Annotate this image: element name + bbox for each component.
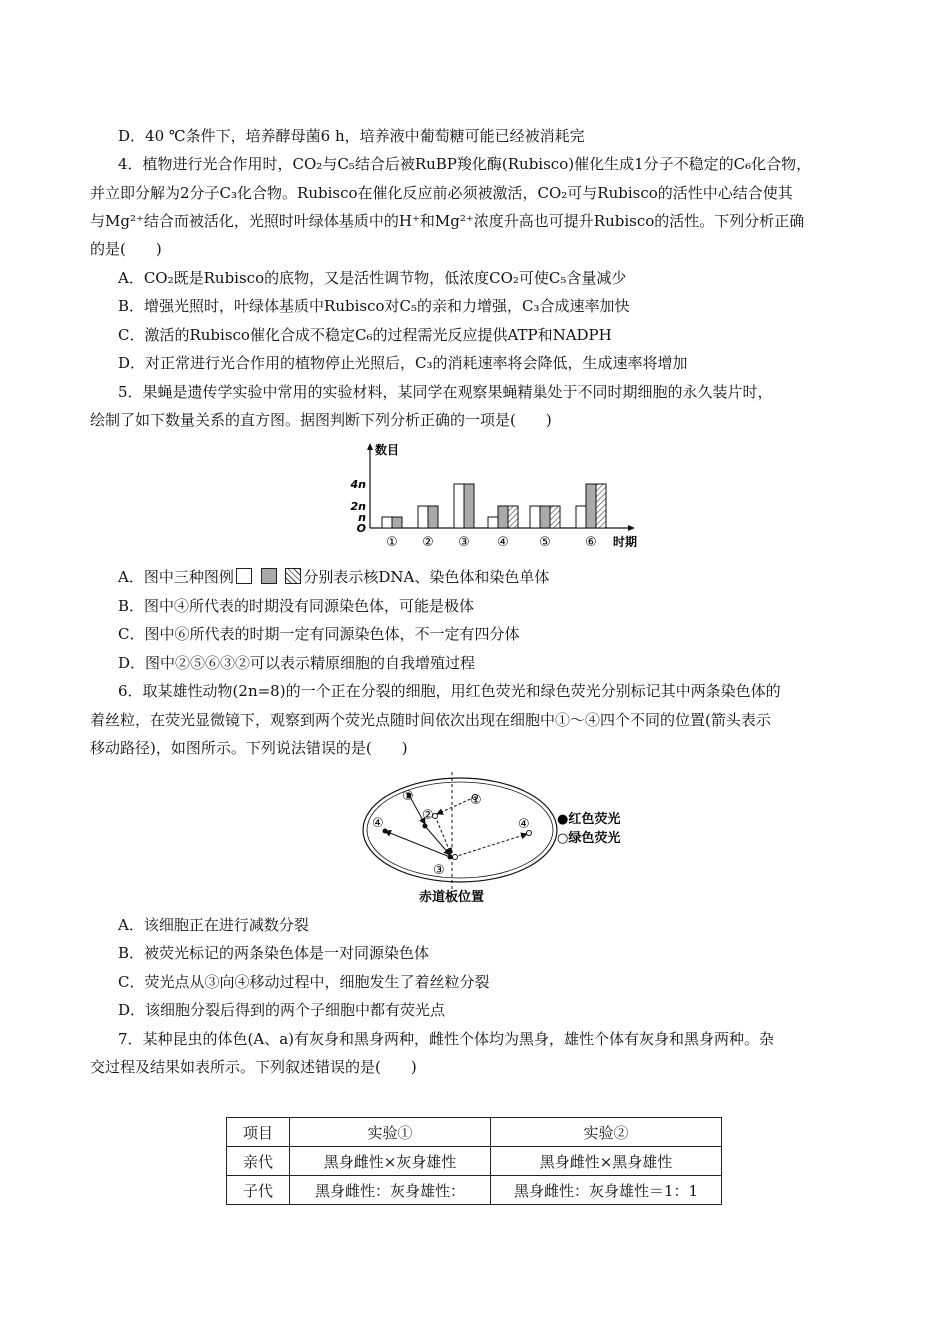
bar	[550, 506, 560, 528]
table-header-cell: 项目	[227, 1118, 290, 1147]
q5-option-d: D．图中②⑤⑥③②可以表示精原细胞的自我增殖过程	[118, 654, 476, 672]
table-cell: 黑身雌性：灰身雄性：	[290, 1176, 491, 1205]
y-axis-label: 数目	[375, 443, 400, 457]
bar	[586, 484, 596, 528]
label-red-1: ①	[402, 789, 414, 804]
table-cell: 黑身雌性：灰身雄性＝1：1	[491, 1176, 722, 1205]
table-header-row	[227, 1118, 722, 1147]
q5-option-a-prefix: A．图中三种图例	[118, 568, 234, 586]
y-tick-label: 4n	[350, 478, 366, 491]
q5-option-a-suffix: 分别表示核DNA、染色体和染色单体	[303, 568, 550, 586]
bar	[392, 517, 402, 528]
q4-option-a: A．CO₂既是Rubisco的底物，又是活性调节物，低浓度CO₂可使C₅含量减少	[118, 269, 627, 287]
x-tick-label: ③	[458, 535, 470, 550]
label-red-4: ④	[372, 816, 384, 831]
bar	[530, 506, 540, 528]
q6-option-b: B．被荧光标记的两条染色体是一对同源染色体	[118, 944, 430, 962]
bar	[540, 506, 550, 528]
q4-stem-line-2: 并立即分解为2分子C₃化合物。Rubisco在催化反应前必须被激活，CO₂可与Rubisco的活性中心结合使其	[90, 184, 793, 202]
y-tick-label: O	[356, 522, 366, 535]
q6-stem-line-2: 着丝粒，在荧光显微镜下，观察到两个荧光点随时间依次出现在细胞中①～④四个不同的位置(箭头表示	[90, 711, 771, 729]
x-tick-label: ④	[497, 535, 509, 550]
red-dot-3	[448, 855, 453, 860]
q5-option-c: C．图中⑥所代表的时期一定有同源染色体，不一定有四分体	[118, 625, 520, 643]
green-path-2	[435, 816, 451, 854]
red-dot-2	[423, 824, 428, 829]
bar	[428, 506, 438, 528]
table-cell: 亲代	[227, 1147, 290, 1176]
q5-stem-line-2: 绘制了如下数量关系的直方图。据图判断下列分析正确的一项是( )	[90, 411, 552, 429]
q4-option-d: D．对正常进行光合作用的植物停止光照后，C₃的消耗速率将会降低，生成速率将增加	[118, 354, 688, 372]
table-cell: 黑身雌性×灰身雄性	[290, 1147, 491, 1176]
x-tick-label: ①	[386, 535, 398, 550]
label-green-1: ①	[470, 793, 482, 808]
q4-option-c: C．激活的Rubisco催化合成不稳定C₆的过程需光反应提供ATP和NADPH	[118, 326, 612, 344]
q5-option-a	[118, 566, 549, 588]
table-header-cell: 实验①	[290, 1118, 491, 1147]
red-path-2	[425, 826, 450, 855]
table-header-cell: 实验②	[491, 1118, 722, 1147]
bar	[382, 517, 392, 528]
label-green-4: ④	[518, 817, 530, 832]
legend-gray-box	[261, 568, 277, 584]
q6-stem-line-1: 6．取某雄性动物(2n=8)的一个正在分裂的细胞，用红色荧光和绿色荧光分别标记其中两条染色体的	[118, 682, 781, 700]
x-axis-arrow	[628, 525, 635, 531]
q4-stem-line-3: 与Mg²⁺结合而被活化，光照时叶绿体基质中的H⁺和Mg²⁺浓度升高也可提升Rubisco的活性。下列分析正确	[90, 212, 805, 230]
bar	[596, 484, 606, 528]
q5-stem-line-1: 5．果蝇是遗传学实验中常用的实验材料，某同学在观察果蝇精巢处于不同时期细胞的永久装片时，	[118, 383, 773, 401]
table-cell: 黑身雌性×黑身雄性	[491, 1147, 722, 1176]
table-row	[227, 1147, 722, 1176]
x-axis-label: 时期	[613, 535, 638, 549]
bar	[454, 484, 464, 528]
q7-stem-line-2: 交过程及结果如表所示。下列叙述错误的是( )	[90, 1058, 417, 1076]
x-tick-label: ⑤	[539, 535, 551, 550]
bar	[488, 517, 498, 528]
legend-green: ○绿色荧光	[557, 831, 621, 846]
q6-stem-line-3: 移动路径)，如图所示。下列说法错误的是( )	[90, 739, 408, 757]
q6-option-c: C．荧光点从③向④移动过程中，细胞发生了着丝粒分裂	[118, 973, 490, 991]
table-cell: 子代	[227, 1176, 290, 1205]
q5-option-b: B．图中④所代表的时期没有同源染色体，可能是极体	[118, 597, 475, 615]
q4-option-b: B．增强光照时，叶绿体基质中Rubisco对C₅的亲和力增强，C₃合成速率加快	[118, 297, 630, 315]
green-path-3	[454, 834, 527, 857]
legend-red: ●红色荧光	[557, 812, 621, 827]
label-3: ③	[433, 863, 445, 878]
q6-option-d: D．该细胞分裂后得到的两个子细胞中都有荧光点	[118, 1001, 446, 1019]
q3-option-d: D．40 ℃条件下，培养酵母菌6 h，培养液中葡萄糖可能已经被消耗完	[118, 127, 585, 145]
x-tick-label: ⑥	[585, 535, 597, 550]
q4-stem-line-1: 4．植物进行光合作用时，CO₂与C₅结合后被RuBP羧化酶(Rubisco)催化生成1分子不稳定的C₆化合物，	[118, 155, 812, 173]
q4-stem-line-4: 的是( )	[90, 240, 162, 258]
q6-option-a: A．该细胞正在进行减数分裂	[118, 916, 309, 934]
chart-bars	[382, 484, 606, 528]
bar	[498, 506, 508, 528]
bar	[464, 484, 474, 528]
q7-table	[226, 1117, 722, 1205]
label-red-2: ②	[422, 808, 434, 823]
bar-chart	[330, 440, 650, 555]
bar	[576, 506, 586, 528]
q7-stem-line-1: 7．某种昆虫的体色(A、a)有灰身和黑身两种，雌性个体均为黑身，雄性个体有灰身和黑身两种。杂	[118, 1030, 775, 1048]
bar	[508, 506, 518, 528]
equator-caption: 赤道板位置	[419, 890, 485, 905]
table-row	[227, 1176, 722, 1205]
cell-diagram	[355, 768, 635, 908]
bar	[418, 506, 428, 528]
y-tick-label: 2n	[350, 500, 366, 513]
green-dot-3	[453, 855, 458, 860]
y-axis-arrow	[367, 443, 373, 450]
y-tick-label: n	[358, 511, 366, 524]
legend-white-box	[236, 568, 252, 584]
legend-hatched-box	[285, 568, 301, 584]
x-tick-label: ②	[422, 535, 434, 550]
